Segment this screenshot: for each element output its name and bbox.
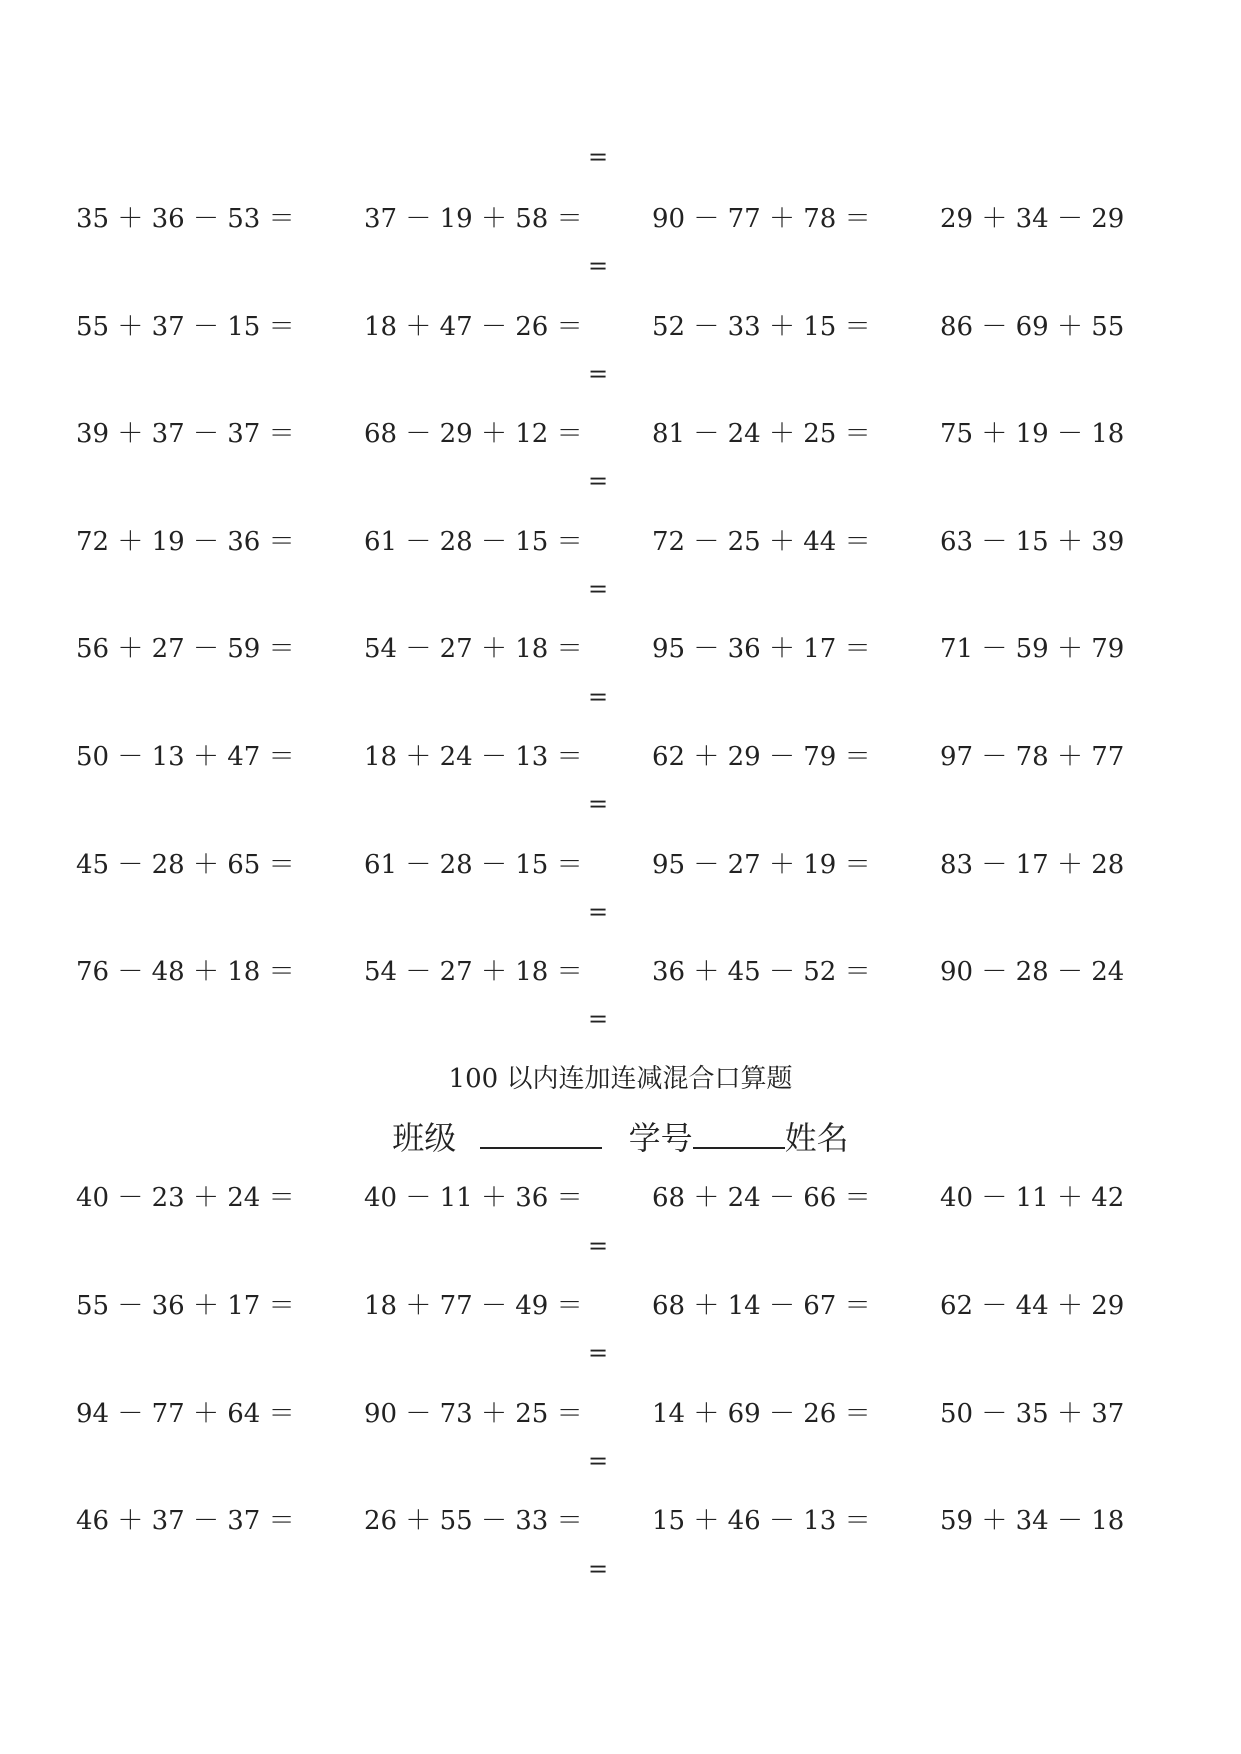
problem: 40 － 11 ＋ 42 — [940, 1183, 1125, 1213]
wrapped-equals: = — [588, 1005, 609, 1033]
wrapped-equals: = — [588, 683, 609, 711]
wrapped-equals: = — [588, 1232, 609, 1260]
problem: 72 ＋ 19 － 36 ＝ — [76, 527, 295, 557]
problem: 68 － 29 ＋ 12 ＝ — [364, 419, 583, 449]
problem-row — [0, 521, 1241, 561]
problem: 37 － 19 ＋ 58 ＝ — [364, 204, 583, 234]
problem: 97 － 78 ＋ 77 — [940, 742, 1125, 772]
class-blank[interactable] — [480, 1119, 602, 1149]
problem: 76 － 48 ＋ 18 ＝ — [76, 957, 295, 987]
problem: 39 ＋ 37 － 37 ＝ — [76, 419, 295, 449]
wrapped-equals: = — [588, 898, 609, 926]
problem: 62 ＋ 29 － 79 ＝ — [652, 742, 871, 772]
wrapped-equals: = — [588, 467, 609, 495]
problem-row — [0, 1500, 1241, 1540]
problem: 59 ＋ 34 － 18 — [940, 1506, 1125, 1536]
problem-row — [0, 306, 1241, 346]
problem: 35 ＋ 36 － 53 ＝ — [76, 204, 295, 234]
problem-row — [0, 1177, 1241, 1217]
problem: 50 － 35 ＋ 37 — [940, 1399, 1125, 1429]
problem: 75 ＋ 19 － 18 — [940, 419, 1125, 449]
problem: 29 ＋ 34 － 29 — [940, 204, 1125, 234]
problem-row — [0, 413, 1241, 453]
problem: 95 － 27 ＋ 19 ＝ — [652, 850, 871, 880]
problem: 55 － 36 ＋ 17 ＝ — [76, 1291, 295, 1321]
student-info-line — [0, 1113, 1241, 1159]
problem: 71 － 59 ＋ 79 — [940, 634, 1125, 664]
problem: 50 － 13 ＋ 47 ＝ — [76, 742, 295, 772]
wrapped-equals: = — [588, 252, 609, 280]
wrapped-equals: = — [588, 143, 609, 171]
wrapped-equals: = — [588, 790, 609, 818]
problem: 61 － 28 － 15 ＝ — [364, 527, 583, 557]
problem: 40 － 23 ＋ 24 ＝ — [76, 1183, 295, 1213]
problem: 26 ＋ 55 － 33 ＝ — [364, 1506, 583, 1536]
worksheet-title: 100 以内连加连减混合口算题 — [448, 1064, 793, 1094]
problem: 18 ＋ 24 － 13 ＝ — [364, 742, 583, 772]
wrapped-equals: = — [588, 360, 609, 388]
problem: 54 － 27 ＋ 18 ＝ — [364, 957, 583, 987]
wrapped-equals: = — [588, 575, 609, 603]
class-label: 班级 — [392, 1119, 457, 1157]
problem: 18 ＋ 77 － 49 ＝ — [364, 1291, 583, 1321]
number-label: 学号 — [628, 1119, 693, 1157]
problem-row — [0, 1285, 1241, 1325]
problem: 15 ＋ 46 － 13 ＝ — [652, 1506, 871, 1536]
problem-row — [0, 951, 1241, 991]
wrapped-equals: = — [588, 1339, 609, 1367]
problem: 72 － 25 ＋ 44 ＝ — [652, 527, 871, 557]
problem-row — [0, 1393, 1241, 1433]
problem: 62 － 44 ＋ 29 — [940, 1291, 1125, 1321]
problem: 14 ＋ 69 － 26 ＝ — [652, 1399, 871, 1429]
problem-row — [0, 844, 1241, 884]
wrapped-equals: = — [588, 1555, 609, 1583]
problem: 18 ＋ 47 － 26 ＝ — [364, 312, 583, 342]
problem: 46 ＋ 37 － 37 ＝ — [76, 1506, 295, 1536]
problem: 40 － 11 ＋ 36 ＝ — [364, 1183, 583, 1213]
problem: 55 ＋ 37 － 15 ＝ — [76, 312, 295, 342]
problem-row — [0, 198, 1241, 238]
problem: 90 － 28 － 24 — [940, 957, 1125, 987]
problem: 61 － 28 － 15 ＝ — [364, 850, 583, 880]
problem: 68 ＋ 24 － 66 ＝ — [652, 1183, 871, 1213]
problem: 86 － 69 ＋ 55 — [940, 312, 1125, 342]
problem: 81 － 24 ＋ 25 ＝ — [652, 419, 871, 449]
problem-row — [0, 736, 1241, 776]
problem: 52 － 33 ＋ 15 ＝ — [652, 312, 871, 342]
name-label: 姓名 — [784, 1119, 849, 1157]
problem: 56 ＋ 27 － 59 ＝ — [76, 634, 295, 664]
wrapped-equals: = — [588, 1447, 609, 1475]
problem: 90 － 77 ＋ 78 ＝ — [652, 204, 871, 234]
number-blank[interactable] — [693, 1119, 785, 1149]
problem: 83 － 17 ＋ 28 — [940, 850, 1125, 880]
problem: 54 － 27 ＋ 18 ＝ — [364, 634, 583, 664]
problem: 95 － 36 ＋ 17 ＝ — [652, 634, 871, 664]
problem: 36 ＋ 45 － 52 ＝ — [652, 957, 871, 987]
problem: 94 － 77 ＋ 64 ＝ — [76, 1399, 295, 1429]
problem-row — [0, 628, 1241, 668]
problem: 45 － 28 ＋ 65 ＝ — [76, 850, 295, 880]
problem: 63 － 15 ＋ 39 — [940, 527, 1125, 557]
problem: 68 ＋ 14 － 67 ＝ — [652, 1291, 871, 1321]
problem: 90 － 73 ＋ 25 ＝ — [364, 1399, 583, 1429]
